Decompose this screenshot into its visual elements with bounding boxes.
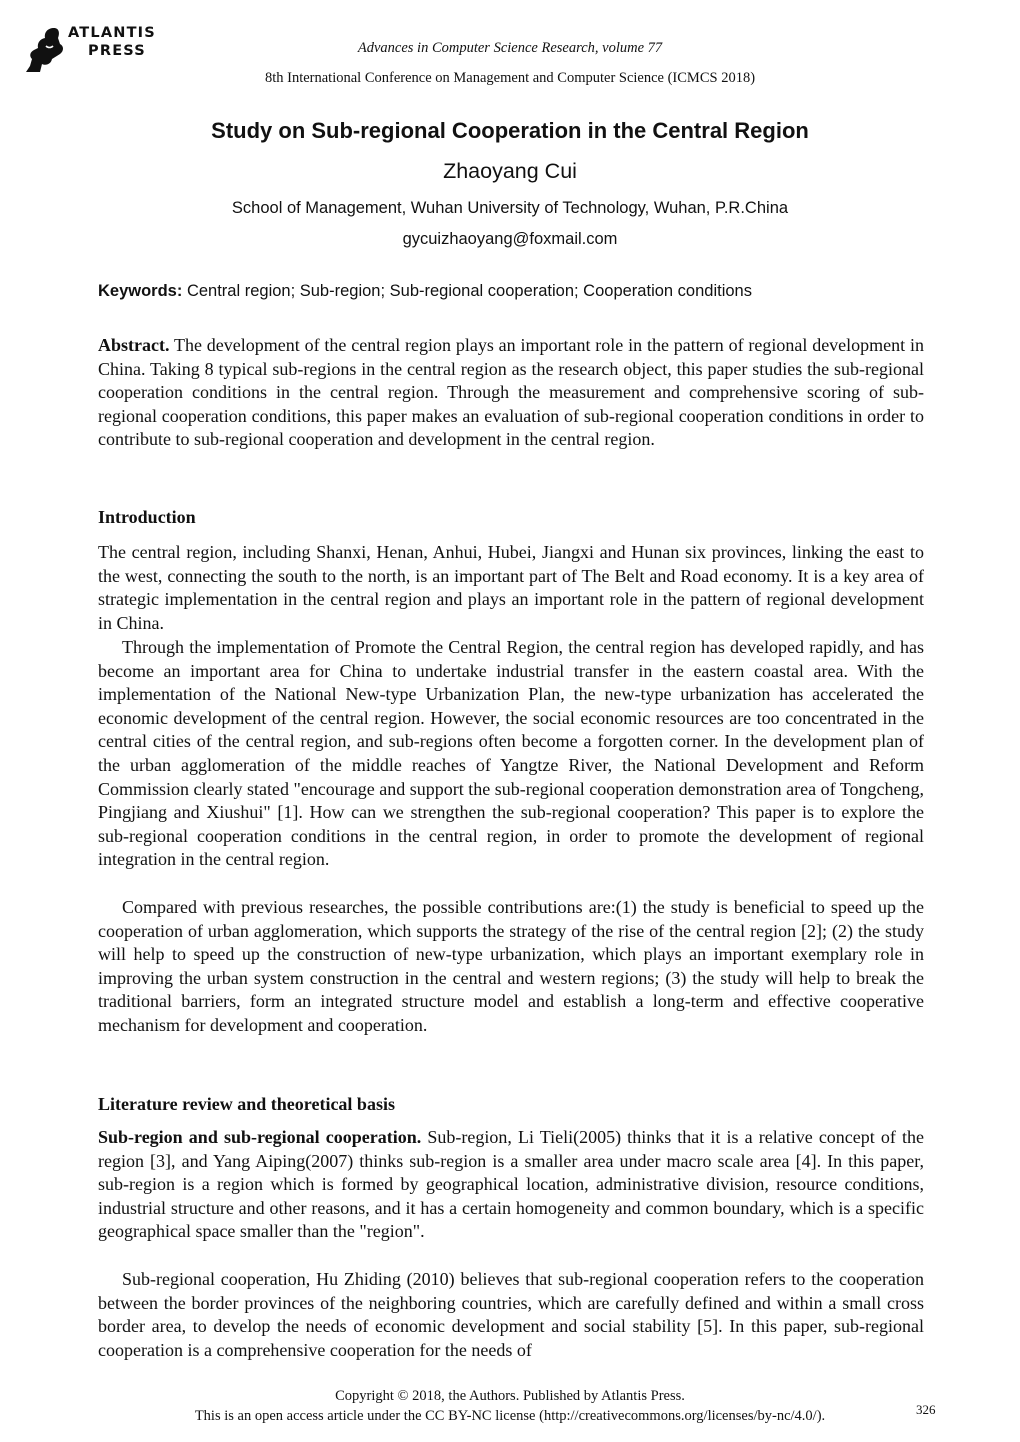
introduction-heading: Introduction [98, 507, 196, 527]
series-header: Advances in Computer Science Research, volume 77 [357, 40, 663, 56]
abstract-label: Abstract. [98, 335, 170, 355]
copyright-line: Copyright © 2018, the Authors. Published by Atlantis Press. [335, 1388, 685, 1404]
keywords-label: Keywords: [98, 282, 183, 300]
intro-paragraph-1: The central region, including Shanxi, Henan, Anhui, Hubei, Jiangxi and Hunan six provinces, linking the east to the west, connecting the south to the north, is an important part of The Belt and Road economy. It is a key area of strategic implementation in the central region and plays an important role in the pattern of regional development in China. [98, 542, 924, 633]
keywords-text: Central region; Sub-region; Sub-regional cooperation; Cooperation conditions [182, 282, 752, 300]
license-line: This is an open access article under the CC BY-NC license (http://creativecommons.org/licenses/by-nc/4.0/). [194, 1408, 826, 1424]
author-email: gycuizhaoyang@foxmail.com [402, 230, 618, 248]
literature-paragraph-1-text: Sub-region, Li Tieli(2005) thinks that it is a relative concept of the region [3], and Yang Aiping(2007) thinks sub-region is a smaller area under macro scale area [4]. In this paper, sub-region is a region which is formed by geographical location, administrative division, resource conditions, industrial structure and other reasons, and it has a certain homogeneity and common boundary, which is a specific geographical space smaller than the "region". [98, 1127, 925, 1242]
keywords-line [98, 282, 928, 301]
literature-paragraph-1 [98, 1126, 924, 1244]
author-affiliation: School of Management, Wuhan University of Technology, Wuhan, P.R.China [231, 199, 789, 217]
literature-heading: Literature review and theoretical basis [98, 1094, 395, 1114]
literature-paragraph-2: Sub-regional cooperation, Hu Zhiding (2010) believes that sub-regional cooperation refers to the cooperation between the border provinces of the neighboring countries, which are carefully defined and within a small cross border area, to develop the needs of economic development and social stability [5]. In this paper, sub-regional cooperation is a comprehensive cooperation for the needs of [98, 1269, 924, 1360]
abstract-text: The development of the central region plays an important role in the pattern of regional development in China. Taking 8 typical sub-regions in the central region as the research object, this paper studies the sub-regional cooperation conditions in the central region. Through the measurement and comprehensive scoring of sub-regional cooperation conditions, this paper makes an evaluation of sub-regional cooperation conditions in order to contribute to sub-regional cooperation and development in the central region. [98, 335, 924, 450]
logo-line-1: ATLANTIS [68, 25, 156, 41]
paper-title: Study on Sub-regional Cooperation in the Central Region [211, 118, 809, 143]
conference-header: 8th International Conference on Management and Computer Science (ICMCS 2018) [264, 70, 756, 86]
intro-paragraph-3: Compared with previous researches, the possible contributions are:(1) the study is beneficial to speed up the cooperation of urban agglomeration, which supports the strategy of the rise of the central region [2]; (2) the study will help to speed up the construction of new-type urbanization, which plays an important exemplary role in improving the urban system construction in the central and western regions; (3) the study will help to break the traditional barriers, form an integrated structure model and establish a long-term and effective cooperative mechanism for development and cooperation. [98, 897, 924, 1035]
author-name: Zhaoyang Cui [443, 159, 577, 183]
subsection-label: Sub-region and sub-regional cooperation. [98, 1127, 422, 1147]
page-number: 326 [916, 1402, 936, 1417]
abstract-paragraph [98, 334, 924, 452]
intro-paragraph-2: Through the implementation of Promote the Central Region, the central region has developed rapidly, and has become an important area for China to undertake industrial transfer in the eastern coastal area. With the implementation of the National New-type Urbanization Plan, the new-type urbanization has accelerated the economic development of the central region. However, the social economic resources are too concentrated in the central cities of the central region, and sub-regions often become a forgotten corner. In the development plan of the urban agglomeration of the middle reaches of Yangtze River, the National Development and Reform Commission clearly stated "encourage and support the sub-regional cooperation demonstration area of Tongcheng, Pingjiang and Xiushui" [1]. How can we strengthen the sub-regional cooperation? This paper is to explore the sub-regional cooperation conditions in the central region, in order to promote the development of regional integration in the central region. [98, 637, 925, 870]
logo-line-2: PRESS [88, 43, 146, 59]
